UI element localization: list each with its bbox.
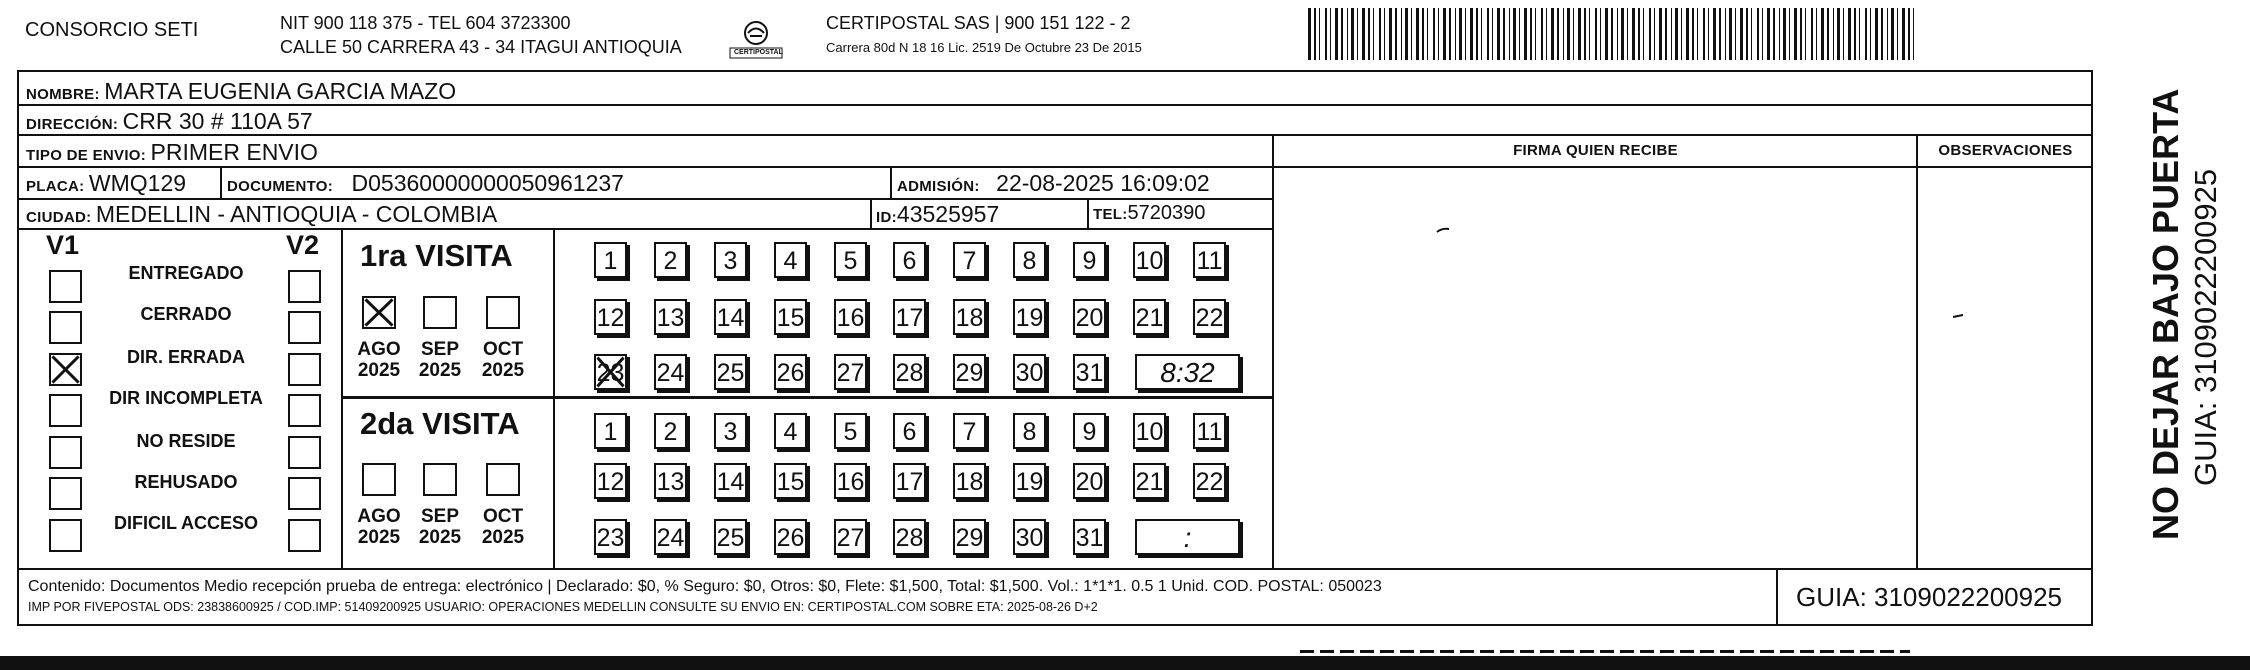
barcode-bar: [1335, 8, 1338, 60]
address-label: DIRECCIÓN:: [26, 116, 119, 133]
month-checkbox[interactable]: [423, 463, 457, 496]
day-box-12[interactable]: 12: [594, 299, 627, 335]
address-value: CRR 30 # 110A 57: [122, 108, 313, 134]
barcode-bar: [1659, 8, 1662, 60]
month-checkbox[interactable]: [362, 463, 396, 496]
visit2-time-box[interactable]: :: [1135, 519, 1240, 555]
day-box-21[interactable]: 21: [1133, 299, 1166, 335]
document-cell: [227, 172, 624, 195]
city-cell: [26, 203, 497, 226]
barcode-bar: [1779, 8, 1780, 60]
day-box-23[interactable]: 23: [594, 354, 627, 390]
month-year: 2025: [481, 526, 525, 548]
status-option-label: REHUSADO: [134, 472, 238, 492]
barcode-bar: [1567, 8, 1570, 60]
day-box-23[interactable]: 23: [594, 519, 627, 555]
admission-value: 22-08-2025 16:09:02: [996, 170, 1210, 196]
day-box-8[interactable]: 8: [1013, 242, 1046, 278]
barcode-bar: [1433, 8, 1435, 60]
month-label: [415, 340, 465, 382]
plate-cell: [26, 172, 186, 195]
barcode-bar: [1308, 8, 1311, 60]
month-label: [478, 507, 528, 549]
day-box-19[interactable]: 19: [1013, 299, 1046, 335]
barcode-bar: [1330, 8, 1331, 60]
day-box-8[interactable]: 8: [1013, 413, 1046, 449]
barcode-bar: [1449, 8, 1451, 60]
barcode-bar: [1487, 8, 1489, 60]
barcode-bar: [1762, 8, 1763, 60]
barcode-bar: [1438, 8, 1439, 60]
barcode-bar: [1459, 8, 1462, 60]
day-box-10[interactable]: 10: [1133, 413, 1166, 449]
day-box-7[interactable]: 7: [953, 413, 986, 449]
barcode-bar: [1325, 8, 1327, 60]
barcode-bar: [1351, 8, 1354, 60]
barcode-bar: [1595, 8, 1597, 60]
day-box-17[interactable]: 17: [893, 299, 926, 335]
day-box-6[interactable]: 6: [893, 413, 926, 449]
day-box-27[interactable]: 27: [834, 354, 867, 390]
barcode-bar: [1411, 8, 1412, 60]
plate-label: PLACA:: [26, 178, 85, 195]
nit-line: NIT 900 118 375 - TEL 604 3723300: [280, 13, 571, 33]
divider: [341, 396, 1272, 399]
day-box-13[interactable]: 13: [654, 299, 687, 335]
tel-cell: [1093, 203, 1205, 223]
id-label: ID:: [876, 209, 897, 226]
barcode-bar: [1470, 8, 1473, 60]
barcode-bar: [1513, 8, 1516, 60]
admission-label: ADMISIÓN:: [897, 178, 980, 195]
barcode-bar: [1492, 8, 1493, 60]
month-label: [415, 507, 465, 549]
type-value: PRIMER ENVIO: [150, 139, 318, 165]
id-value: 43525957: [896, 201, 1000, 227]
day-box-28[interactable]: 28: [893, 354, 926, 390]
day-box-2[interactable]: 2: [654, 242, 687, 278]
barcode-bar: [1314, 8, 1316, 60]
barcode-bar: [1703, 8, 1705, 60]
barcode-bar: [1401, 8, 1402, 60]
barcode-bar: [1881, 8, 1883, 60]
day-box-14[interactable]: 14: [714, 463, 747, 499]
month-name: AGO: [357, 506, 401, 527]
barcode-bar: [1373, 8, 1374, 60]
barcode-bar: [1854, 8, 1856, 60]
status-option-label: CERRADO: [140, 304, 232, 324]
status-option-label: DIFICIL ACCESO: [113, 513, 258, 533]
barcode-bar: [1405, 8, 1408, 60]
barcode-bar: [1848, 8, 1851, 60]
address-line: CALLE 50 CARRERA 43 - 34 ITAGUI ANTIOQUIA: [280, 37, 682, 57]
divider: [17, 134, 2093, 136]
status-option-label: ENTREGADO: [128, 263, 244, 283]
barcode-bar: [1805, 8, 1806, 60]
day-box-27[interactable]: 27: [834, 519, 867, 555]
month-label: [354, 507, 404, 549]
day-box-25[interactable]: 25: [714, 519, 747, 555]
barcode-bar: [1557, 8, 1559, 60]
signature-header: FIRMA QUIEN RECIBE: [1513, 142, 1678, 159]
barcode-bar: [1649, 8, 1651, 60]
cut-barcode-strip: [1300, 650, 1910, 653]
divider: [220, 166, 222, 198]
barcode-bar: [1692, 8, 1694, 60]
divider: [1087, 198, 1089, 228]
day-box-3[interactable]: 3: [714, 413, 747, 449]
day-box-6[interactable]: 6: [893, 242, 926, 278]
divider: [1272, 136, 1274, 568]
name-label: NOMBRE:: [26, 86, 100, 103]
month-checkbox[interactable]: [423, 296, 457, 329]
day-box-2[interactable]: 2: [654, 413, 687, 449]
divider: [1776, 570, 1778, 626]
barcode-bar: [1563, 8, 1564, 60]
barcode-bar: [1671, 8, 1672, 60]
month-checkbox[interactable]: [486, 463, 520, 496]
barcode-bar: [1875, 8, 1878, 60]
barcode-bar: [1902, 8, 1905, 60]
day-box-26[interactable]: 26: [774, 519, 807, 555]
barcode-bar: [1362, 8, 1365, 60]
barcode-bar: [1789, 8, 1790, 60]
type-row: [26, 141, 318, 164]
imp-line: IMP POR FIVEPOSTAL ODS: 23838600925 / COD.IMP: 51409200925 USUARIO: OPERACIONES MEDELLIN CONSULTE SU ENVIO EN: CERTIPOSTAL.COM SOBRE ETA: 2025-08-26 D+2: [28, 600, 1098, 614]
barcode-bar: [1546, 8, 1547, 60]
divider: [17, 228, 1272, 230]
day-box-16[interactable]: 16: [834, 299, 867, 335]
barcode-bar: [1347, 8, 1348, 60]
barcode-bar: [1827, 8, 1829, 60]
v1-label: V1: [46, 230, 80, 260]
tel-label: TEL:: [1093, 206, 1128, 223]
address-row: [26, 110, 313, 133]
day-box-14[interactable]: 14: [714, 299, 747, 335]
status-option-label: DIR. ERRADA: [126, 347, 245, 367]
divider: [1272, 166, 2093, 168]
barcode-bar: [1816, 8, 1817, 60]
barcode-bar: [1416, 8, 1419, 60]
barcode-bar: [1870, 8, 1871, 60]
day-box-26[interactable]: 26: [774, 354, 807, 390]
type-label: TIPO DE ENVIO:: [26, 147, 147, 164]
day-box-30[interactable]: 30: [1013, 354, 1046, 390]
barcode-bar: [1427, 8, 1428, 60]
month-name: SEP: [420, 339, 460, 360]
day-box-19[interactable]: 19: [1013, 463, 1046, 499]
divider: [890, 166, 892, 198]
day-box-28[interactable]: 28: [893, 519, 926, 555]
barcode-bar: [1384, 8, 1385, 60]
document-label: DOCUMENTO:: [227, 178, 334, 195]
document-value: D05360000000050961237: [351, 170, 624, 196]
city-label: CIUDAD:: [26, 209, 92, 226]
barcode-bar: [1897, 8, 1898, 60]
divider: [17, 104, 2093, 106]
plate-value: WMQ129: [88, 170, 187, 196]
barcode-bar: [1725, 8, 1726, 60]
month-year: 2025: [418, 359, 462, 381]
day-box-22[interactable]: 22: [1193, 299, 1226, 335]
day-box-18[interactable]: 18: [953, 463, 986, 499]
barcode-bar: [1859, 8, 1860, 60]
barcode-bar: [1821, 8, 1824, 60]
barcode-bar: [1551, 8, 1554, 60]
side-warning: NO DEJAR BAJO PUERTA: [2145, 88, 2186, 540]
day-box-20[interactable]: 20: [1073, 463, 1106, 499]
day-box-31[interactable]: 31: [1073, 354, 1106, 390]
observations-header: OBSERVACIONES: [1938, 142, 2073, 159]
barcode-bar: [1600, 8, 1601, 60]
barcode-bar: [1654, 8, 1655, 60]
id-cell: [876, 203, 999, 226]
day-box-25[interactable]: 25: [714, 354, 747, 390]
barcode-bar: [1395, 8, 1397, 60]
barcode-bar: [1503, 8, 1505, 60]
barcode-bar: [1578, 8, 1581, 60]
barcode-bar: [1686, 8, 1689, 60]
barcode-bar: [1887, 8, 1888, 60]
barcode-bar: [1357, 8, 1358, 60]
barcode-bar: [1368, 8, 1370, 60]
day-box-29[interactable]: 29: [953, 519, 986, 555]
month-name: SEP: [420, 506, 460, 527]
barcode-bar: [1617, 8, 1618, 60]
month-label: [354, 340, 404, 382]
day-box-20[interactable]: 20: [1073, 299, 1106, 335]
barcode-bar: [1865, 8, 1867, 60]
month-name: OCT: [482, 339, 524, 360]
month-label: [478, 340, 528, 382]
visit1-time-box[interactable]: 8:32: [1135, 354, 1240, 390]
license-line: Carrera 80d N 18 16 Lic. 2519 De Octubre 23 De 2015: [826, 40, 1142, 55]
barcode-bar: [1341, 8, 1343, 60]
barcode-bar: [1589, 8, 1590, 60]
tel-value: 5720390: [1127, 202, 1206, 224]
observation-mark: [1952, 306, 1964, 312]
admission-cell: [897, 172, 1210, 195]
barcode-bar: [1643, 8, 1644, 60]
barcode-bar: [1908, 8, 1910, 60]
day-box-7[interactable]: 7: [953, 242, 986, 278]
barcode-bar: [1713, 8, 1716, 60]
day-box-18[interactable]: 18: [953, 299, 986, 335]
day-box-29[interactable]: 29: [953, 354, 986, 390]
status-option-label: DIR INCOMPLETA: [109, 388, 263, 408]
barcode-bar: [1476, 8, 1478, 60]
day-box-1[interactable]: 1: [594, 242, 627, 278]
divider: [1916, 136, 1918, 568]
barcode-bar: [1541, 8, 1543, 60]
divider: [17, 198, 1272, 200]
divider: [17, 166, 1272, 168]
company-name: CONSORCIO SETI: [25, 19, 199, 41]
barcode-bar: [1843, 8, 1844, 60]
barcode-bar: [1632, 8, 1635, 60]
check-x-mark: [364, 298, 394, 327]
barcode-bar: [1443, 8, 1446, 60]
day-box-13[interactable]: 13: [654, 463, 687, 499]
barcode-bar: [1794, 8, 1797, 60]
status-option-label: NO RESIDE: [136, 431, 236, 451]
barcode-bar: [1697, 8, 1698, 60]
month-name: AGO: [357, 339, 401, 360]
barcode-bar: [1509, 8, 1510, 60]
day-box-22[interactable]: 22: [1193, 463, 1226, 499]
logo-text: CERTIPOSTAL: [734, 49, 783, 56]
barcode-bar: [1481, 8, 1482, 60]
barcode: [1308, 8, 1920, 60]
divider: [17, 568, 2093, 570]
barcode-bar: [1891, 8, 1894, 60]
barcode-bar: [1837, 8, 1840, 60]
city-value: MEDELLIN - ANTIOQUIA - COLOMBIA: [95, 201, 498, 227]
barcode-bar: [1519, 8, 1520, 60]
month-year: 2025: [418, 526, 462, 548]
month-year: 2025: [481, 359, 525, 381]
certipostal-line: CERTIPOSTAL SAS | 900 151 122 - 2: [826, 13, 1131, 33]
barcode-bar: [1422, 8, 1424, 60]
name-value: MARTA EUGENIA GARCIA MAZO: [104, 78, 457, 104]
barcode-bar: [1573, 8, 1574, 60]
month-checkbox[interactable]: [486, 296, 520, 329]
v2-label: V2: [286, 230, 320, 260]
day-box-24[interactable]: 24: [654, 354, 687, 390]
day-box-24[interactable]: 24: [654, 519, 687, 555]
barcode-bar: [1611, 8, 1613, 60]
barcode-bar: [1708, 8, 1709, 60]
barcode-bar: [1455, 8, 1456, 60]
barcode-bar: [1627, 8, 1628, 60]
barcode-bar: [1524, 8, 1527, 60]
day-box-9[interactable]: 9: [1073, 413, 1106, 449]
content-line: Contenido: Documentos Medio recepción prueba de entrega: electrónico | Declarado: $0, % Seguro: $0, Otros: $0, Flete: $1,500, Total: $1,500. Vol.: 1*1*1. 0.5 1 Unid. COD. POSTAL: 050023: [28, 578, 1382, 595]
day-box-17[interactable]: 17: [893, 463, 926, 499]
day-box-31[interactable]: 31: [1073, 519, 1106, 555]
visit2-title: 2da VISITA: [360, 406, 520, 441]
barcode-bar: [1811, 8, 1813, 60]
visit1-title: 1ra VISITA: [360, 238, 513, 273]
barcode-bar: [1621, 8, 1624, 60]
day-box-12[interactable]: 12: [594, 463, 627, 499]
day-box-11[interactable]: 11: [1193, 242, 1226, 278]
month-name: OCT: [482, 506, 524, 527]
day-box-15[interactable]: 15: [774, 299, 807, 335]
barcode-bar: [1389, 8, 1392, 60]
day-box-15[interactable]: 15: [774, 463, 807, 499]
barcode-bar: [1913, 8, 1914, 60]
month-checkbox[interactable]: [362, 296, 396, 329]
name-row: [26, 80, 456, 103]
divider: [870, 198, 872, 228]
certipostal-logo: [728, 20, 784, 62]
day-box-11[interactable]: 11: [1193, 413, 1226, 449]
footer-guia: GUIA: 3109022200925: [1796, 582, 2062, 612]
day-box-4[interactable]: 4: [774, 413, 807, 449]
barcode-bar: [1497, 8, 1500, 60]
day-box-3[interactable]: 3: [714, 242, 747, 278]
day-box-5[interactable]: 5: [834, 413, 867, 449]
barcode-bar: [1675, 8, 1678, 60]
barcode-bar: [1465, 8, 1466, 60]
day-box-4[interactable]: 4: [774, 242, 807, 278]
barcode-bar: [1584, 8, 1586, 60]
day-box-10[interactable]: 10: [1133, 242, 1166, 278]
day-box-16[interactable]: 16: [834, 463, 867, 499]
barcode-bar: [1530, 8, 1532, 60]
day-box-5[interactable]: 5: [834, 242, 867, 278]
barcode-bar: [1665, 8, 1667, 60]
barcode-bar: [1773, 8, 1775, 60]
barcode-bar: [1767, 8, 1770, 60]
barcode-bar: [1729, 8, 1732, 60]
barcode-bar: [1740, 8, 1743, 60]
barcode-bar: [1379, 8, 1381, 60]
day-box-30[interactable]: 30: [1013, 519, 1046, 555]
barcode-bar: [1605, 8, 1608, 60]
barcode-bar: [1319, 8, 1320, 60]
day-box-1[interactable]: 1: [594, 413, 627, 449]
barcode-bar: [1746, 8, 1748, 60]
signature-mark: [1436, 220, 1450, 226]
barcode-bar: [1800, 8, 1802, 60]
barcode-bar: [1719, 8, 1721, 60]
barcode-bar: [1833, 8, 1834, 60]
barcode-bar: [1535, 8, 1536, 60]
barcode-bar: [1751, 8, 1752, 60]
barcode-bar: [1783, 8, 1786, 60]
month-year: 2025: [357, 526, 401, 548]
barcode-bar: [1757, 8, 1759, 60]
day-box-9[interactable]: 9: [1073, 242, 1106, 278]
barcode-bar: [1681, 8, 1682, 60]
check-x-mark: [596, 356, 625, 388]
day-box-21[interactable]: 21: [1133, 463, 1166, 499]
page-edge: [0, 656, 2250, 670]
barcode-bar: [1735, 8, 1736, 60]
barcode-bar: [1638, 8, 1640, 60]
month-year: 2025: [357, 359, 401, 381]
side-guia: GUIA: 3109022200925: [2188, 168, 2223, 486]
